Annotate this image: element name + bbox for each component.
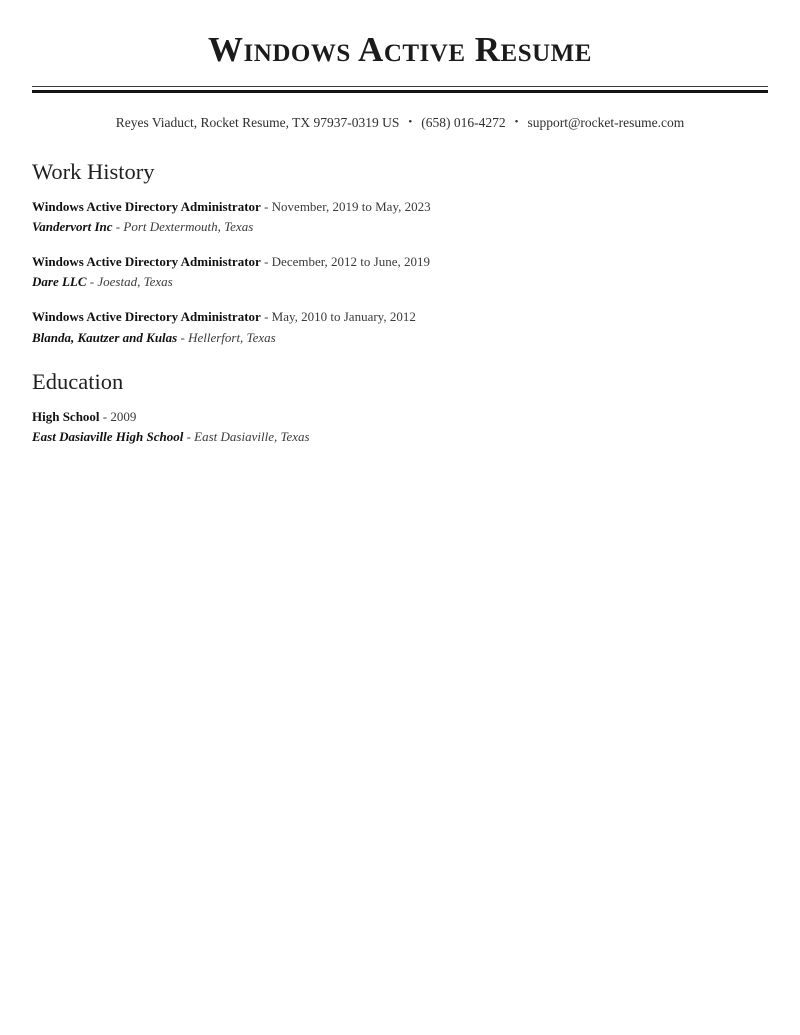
section-work-history	[32, 133, 768, 348]
section-heading-work-history: Work History	[32, 158, 155, 184]
education-entries	[32, 407, 768, 447]
dash-separator: -	[264, 309, 269, 325]
work-history-entries	[32, 197, 768, 348]
dash-separator: -	[264, 254, 269, 270]
page-title: Windows Active Resume	[208, 30, 592, 69]
job-title: Windows Active Directory Administrator	[32, 309, 261, 325]
school-location: East Dasiaville, Texas	[194, 429, 310, 445]
contact-separator-2: •	[514, 116, 519, 129]
work-entry	[32, 307, 768, 347]
company-location: Joestad, Texas	[97, 274, 173, 290]
company-location: Hellerfort, Texas	[188, 329, 276, 345]
work-entry-company-line	[32, 328, 768, 348]
header-divider	[32, 86, 768, 93]
contact-phone: (658) 016-4272	[421, 114, 506, 130]
job-dates: December, 2012 to June, 2019	[271, 254, 430, 270]
dash-separator: -	[89, 274, 95, 290]
work-entry	[32, 197, 768, 237]
job-dates: May, 2010 to January, 2012	[271, 309, 416, 325]
company-name: Blanda, Kautzer and Kulas	[32, 329, 178, 345]
divider-thick-line	[32, 90, 768, 93]
work-entry-company-line	[32, 272, 768, 292]
contact-address: Reyes Viaduct, Rocket Resume, TX 97937-0319 US	[115, 114, 400, 130]
work-entry	[32, 252, 768, 292]
dash-separator: -	[102, 408, 108, 424]
section-heading-education: Education	[32, 368, 124, 394]
company-location: Port Dextermouth, Texas	[123, 219, 254, 235]
dash-separator: -	[115, 219, 121, 235]
section-education	[32, 348, 768, 448]
job-dates: November, 2019 to May, 2023	[271, 198, 431, 214]
dash-separator: -	[264, 198, 269, 214]
job-title: Windows Active Directory Administrator	[32, 198, 261, 214]
contact-email: support@rocket-resume.com	[527, 114, 685, 130]
work-entry-company-line	[32, 217, 768, 237]
degree-year: 2009	[110, 408, 137, 424]
company-name: Vandervort Inc	[32, 219, 113, 235]
education-entry-degree-line	[32, 407, 768, 427]
work-entry-title-line	[32, 307, 768, 327]
company-name: Dare LLC	[32, 274, 87, 290]
dash-separator: -	[180, 329, 185, 345]
degree-name: High School	[32, 408, 100, 424]
dash-separator: -	[186, 429, 191, 445]
education-entry	[32, 407, 768, 447]
contact-line	[32, 114, 768, 133]
job-title: Windows Active Directory Administrator	[32, 254, 261, 270]
contact-separator-1: •	[408, 116, 413, 129]
school-name: East Dasiaville High School	[32, 429, 184, 445]
work-entry-title-line	[32, 252, 768, 272]
work-entry-title-line	[32, 197, 768, 217]
education-entry-school-line	[32, 427, 768, 447]
